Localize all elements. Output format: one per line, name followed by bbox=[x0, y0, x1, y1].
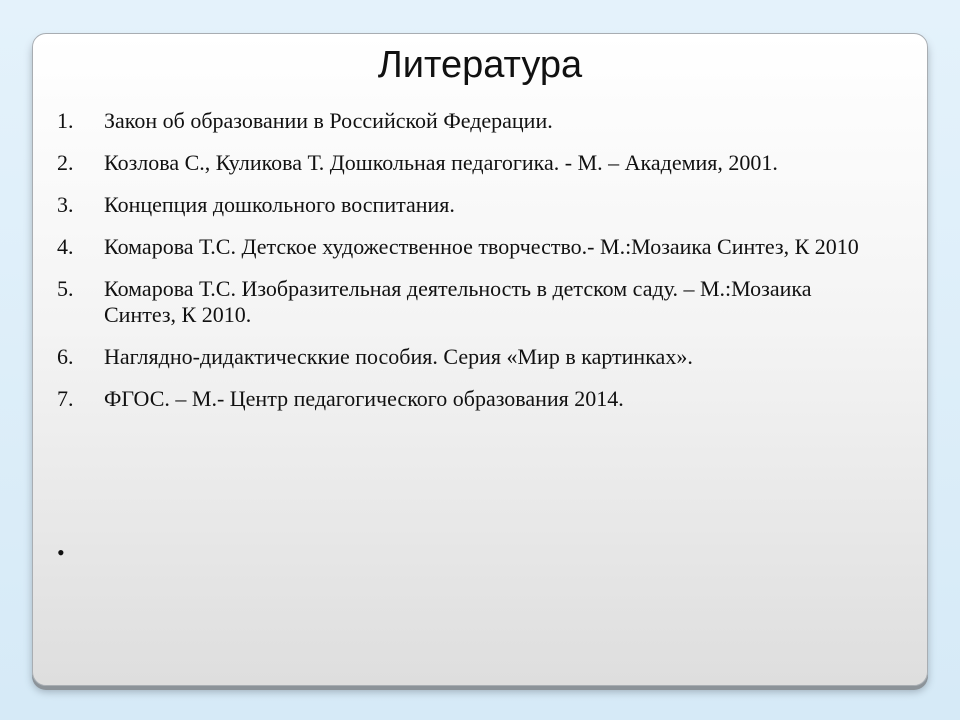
list-item bbox=[57, 192, 887, 218]
list-item-number: 1. bbox=[57, 108, 74, 133]
list-item bbox=[57, 386, 887, 412]
list-item bbox=[57, 276, 887, 328]
list-item-number: 7. bbox=[57, 386, 74, 411]
list-item bbox=[57, 150, 887, 176]
list-item bbox=[57, 108, 887, 134]
list-item-text: Закон об образовании в Российской Федерации. bbox=[104, 108, 553, 133]
list-item-text: ФГОС. – М.- Центр педагогического образования 2014. bbox=[104, 386, 624, 411]
list-item-number: 2. bbox=[57, 150, 74, 175]
reference-list bbox=[57, 108, 887, 428]
list-item-text: Концепция дошкольного воспитания. bbox=[104, 192, 455, 217]
list-item-number: 4. bbox=[57, 234, 74, 259]
list-item-number: 5. bbox=[57, 276, 74, 301]
page-title: Литература bbox=[377, 44, 583, 86]
list-item-text: Комарова Т.С. Детское художественное творчество.- М.:Мозаика Синтез, К 2010 bbox=[104, 234, 859, 259]
list-item-number: 6. bbox=[57, 344, 74, 369]
list-item-text: Наглядно-дидактическкие пособия. Серия «Мир в картинках». bbox=[104, 344, 693, 369]
empty-bullet: • bbox=[57, 540, 65, 565]
list-item bbox=[57, 344, 887, 370]
list-item bbox=[57, 234, 887, 260]
list-item-number: 3. bbox=[57, 192, 74, 217]
list-item-text: Козлова С., Куликова Т. Дошкольная педагогика. - М. – Академия, 2001. bbox=[104, 150, 778, 175]
list-item-text: Комарова Т.С. Изобразительная деятельность в детском саду. – М.:Мозаика Синтез, К 2010. bbox=[104, 276, 812, 327]
